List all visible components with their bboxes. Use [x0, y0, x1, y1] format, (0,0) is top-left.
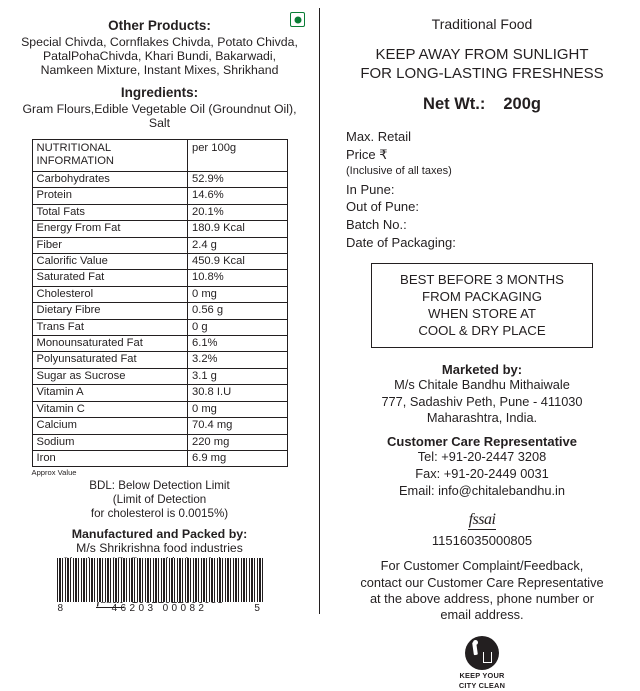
- nutrient-value: 2.4 g: [187, 237, 287, 253]
- manufacturer-heading: Manufactured and Packed by:: [71, 527, 248, 542]
- marketer-heading: Marketed by:: [441, 362, 523, 378]
- table-row: [32, 270, 287, 286]
- barcode-digit-left: 8: [57, 603, 65, 614]
- complaint-note: [346, 558, 618, 624]
- table-row: [32, 319, 287, 335]
- price-field-line: Date of Packaging:: [346, 234, 456, 250]
- vegetarian-mark-icon: [290, 12, 305, 27]
- nutrient-value: 6.1%: [187, 336, 287, 352]
- nutrient-label: Calorific Value: [32, 254, 187, 270]
- bdl-line-2: (Limit of Detection: [112, 492, 207, 506]
- table-row: [32, 286, 287, 302]
- nutrient-label: Cholesterol: [32, 286, 187, 302]
- nutrient-value: 0 mg: [187, 286, 287, 302]
- customer-care-heading: Customer Care Representative: [386, 434, 578, 450]
- table-row: [32, 172, 287, 188]
- barcode-icon: [57, 558, 263, 602]
- bdl-note: [18, 479, 301, 520]
- nutrient-label: Calcium: [32, 418, 187, 434]
- nutrient-value: 0 mg: [187, 401, 287, 417]
- price-fields: [346, 128, 618, 251]
- bin-shape: [483, 652, 492, 663]
- keep-city-clean-icon: [465, 636, 499, 670]
- price-field-line: (Inclusive of all taxes): [346, 165, 452, 178]
- best-before-box: [371, 263, 593, 348]
- nutrient-label: Polyunsaturated Fat: [32, 352, 187, 368]
- marketer-line-1: M/s Chitale Bandhu Mithaiwale: [394, 377, 570, 393]
- table-row: [32, 303, 287, 319]
- best-before-line-3: WHEN STORE AT: [428, 306, 536, 322]
- storage-warning: [346, 46, 618, 83]
- nutrient-label: Dietary Fibre: [32, 303, 187, 319]
- nutrient-value: 180.9 Kcal: [187, 221, 287, 237]
- table-row: [32, 336, 287, 352]
- barcode-digit-middle: 46203 00082: [111, 603, 208, 614]
- nutrient-value: 14.6%: [187, 188, 287, 204]
- price-field-line: Max. Retail: [346, 129, 412, 144]
- complaint-line-4: email address.: [440, 607, 524, 623]
- price-field-line: Price ₹: [346, 146, 388, 162]
- nutrition-footnote: Approx Value: [31, 468, 77, 478]
- table-row: [32, 385, 287, 401]
- ingredients-text: Gram Flours,Edible Vegetable Oil (Groundnut Oil), Salt: [22, 101, 297, 130]
- manufacturer-line-1: M/s Shrikrishna food industries: [76, 541, 243, 556]
- nutrient-label: Monounsaturated Fat: [32, 336, 187, 352]
- storage-warning-line-1: KEEP AWAY FROM SUNLIGHT: [375, 46, 589, 63]
- right-panel: [320, 0, 640, 691]
- table-row: [32, 204, 287, 220]
- table-row: [32, 221, 287, 237]
- nutrient-value: 220 mg: [187, 434, 287, 450]
- keep-city-clean-line-2: CITY CLEAN: [458, 681, 506, 691]
- barcode-digits: [57, 603, 263, 614]
- nutrient-label: Energy From Fat: [32, 221, 187, 237]
- table-row: [32, 352, 287, 368]
- customer-care-email[interactable]: Email: info@chitalebandhu.in: [399, 482, 565, 498]
- traditional-food-label: Traditional Food: [431, 16, 533, 32]
- nutrient-label: Vitamin A: [32, 385, 187, 401]
- table-row: [32, 237, 287, 253]
- marketer-line-3: Maharashtra, India.: [426, 409, 538, 425]
- table-row: [32, 401, 287, 417]
- other-products-heading: Other Products:: [108, 18, 211, 33]
- nutrition-col2-header: per 100g: [187, 140, 287, 172]
- table-row: [32, 434, 287, 450]
- fssai-block-right: [346, 511, 618, 548]
- bdl-line-3: for cholesterol is 0.0015%): [90, 506, 229, 520]
- ingredients-heading: Ingredients:: [120, 84, 199, 100]
- best-before-line-2: FROM PACKAGING: [422, 289, 542, 305]
- nutrient-value: 6.9 mg: [187, 450, 287, 466]
- nutrient-value: 0.56 g: [187, 303, 287, 319]
- net-weight-value: 200g: [503, 95, 541, 113]
- complaint-line-3: at the above address, phone number or: [369, 590, 595, 606]
- nutrition-col1-header: NUTRITIONAL INFORMATION: [32, 140, 187, 172]
- fssai-logo-icon: fssai: [468, 511, 496, 529]
- nutrient-label: Fiber: [32, 237, 187, 253]
- table-header-row: [32, 140, 287, 172]
- net-weight-label: Net Wt.:: [423, 95, 486, 113]
- table-row: [32, 418, 287, 434]
- storage-warning-line-2: FOR LONG-LASTING FRESHNESS: [360, 64, 604, 82]
- nutrient-value: 30.8 I.U: [187, 385, 287, 401]
- left-panel: [0, 0, 319, 622]
- marketer-block: [346, 362, 618, 426]
- ingredients-block: [18, 85, 301, 130]
- barcode-block: [57, 558, 263, 614]
- vegetarian-dot: [294, 16, 301, 23]
- nutrient-value: 52.9%: [187, 172, 287, 188]
- nutrient-label: Sugar as Sucrose: [32, 368, 187, 384]
- nutrient-value: 70.4 mg: [187, 418, 287, 434]
- barcode-digit-right: 5: [254, 603, 262, 614]
- nutrition-table: [32, 139, 288, 467]
- nutrient-label: Trans Fat: [32, 319, 187, 335]
- customer-care-block: [346, 434, 618, 499]
- nutrient-label: Saturated Fat: [32, 270, 187, 286]
- net-weight: [346, 95, 618, 114]
- nutrient-label: Vitamin C: [32, 401, 187, 417]
- price-field-line: In Pune:: [346, 181, 395, 197]
- table-row: [32, 368, 287, 384]
- customer-care-fax: Fax: +91-20-2449 0031: [415, 465, 549, 481]
- other-products-block: [18, 18, 301, 78]
- complaint-line-1: For Customer Complaint/Feedback,: [380, 558, 584, 574]
- fssai-license-number: 11516035000805: [431, 533, 533, 549]
- nutrient-label: Carbohydrates: [32, 172, 187, 188]
- nutrient-value: 0 g: [187, 319, 287, 335]
- best-before-line-4: COOL & DRY PLACE: [418, 323, 546, 339]
- keep-city-clean-block: [346, 636, 618, 691]
- nutrient-label: Total Fats: [32, 204, 187, 220]
- nutrient-value: 10.8%: [187, 270, 287, 286]
- keep-city-clean-line-1: KEEP YOUR: [459, 670, 505, 680]
- table-row: [32, 188, 287, 204]
- marketer-line-2: 777, Sadashiv Peth, Pune - 411030: [381, 393, 583, 409]
- bdl-line-1: BDL: Below Detection Limit: [89, 479, 230, 493]
- nutrient-value: 3.2%: [187, 352, 287, 368]
- price-field-line: Out of Pune:: [346, 199, 419, 215]
- nutrient-value: 3.1 g: [187, 368, 287, 384]
- price-field-line: Batch No.:: [346, 216, 407, 232]
- customer-care-tel: Tel: +91-20-2447 3208: [417, 449, 547, 465]
- complaint-line-2: contact our Customer Care Representative: [360, 574, 604, 590]
- other-products-text: Special Chivda, Cornflakes Chivda, Potato Chivda, PatalPohaChivda, Khari Bundi, Bakarwadi, Namkeen Mixture, Instant Mixes, Shrikhand: [21, 35, 298, 78]
- nutrient-label: Iron: [32, 450, 187, 466]
- table-row: [32, 254, 287, 270]
- nutrient-value: 20.1%: [187, 204, 287, 220]
- table-row: [32, 450, 287, 466]
- best-before-line-1: BEST BEFORE 3 MONTHS: [400, 272, 564, 288]
- nutrient-label: Protein: [32, 188, 187, 204]
- nutrient-value: 450.9 Kcal: [187, 254, 287, 270]
- nutrient-label: Sodium: [32, 434, 187, 450]
